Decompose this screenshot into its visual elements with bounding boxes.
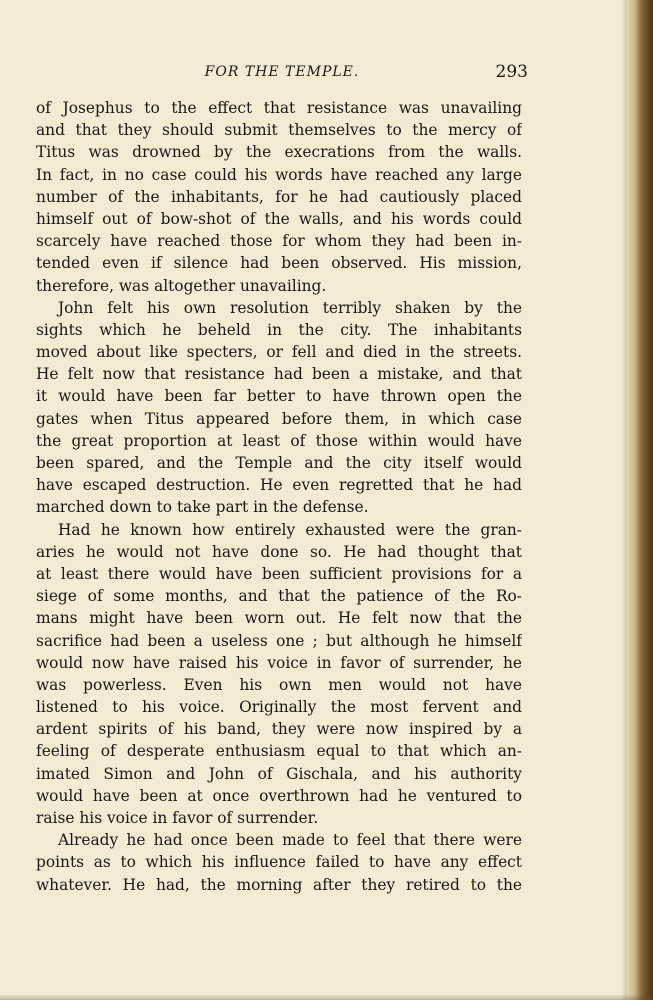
text-line: it would have been far better to have thrown open the: [36, 387, 522, 406]
text-line: points as to which his influence failed to have any effect: [36, 853, 522, 872]
text-line: raise his voice in favor of surrender.: [36, 809, 319, 827]
text-line: ardent spirits of his band, they were now inspired by a: [36, 720, 522, 739]
text-line: feeling of desperate enthusiasm equal to that which an-: [36, 742, 522, 761]
text-line: himself out of bow-shot of the walls, and his words could: [36, 209, 522, 228]
text-line: gates when Titus appeared before them, in which case: [36, 409, 522, 428]
text-line: the great proportion at least of those within would have: [36, 431, 522, 450]
text-line: have escaped destruction. He even regretted that he had: [36, 476, 522, 495]
text-line: number of the inhabitants, for he had cautiously placed: [36, 187, 522, 206]
text-line: of Josephus to the effect that resistance was unavailing: [36, 99, 522, 117]
text-line: In fact, in no case could his words have reached any large: [36, 165, 522, 184]
text-line: He felt now that resistance had been a mistake, and that: [36, 365, 522, 384]
text-line: and that they should submit themselves to the mercy of: [36, 121, 522, 140]
text-line: scarcely have reached those for whom they had been in-: [36, 232, 522, 251]
book-spine: [627, 0, 653, 1000]
text-line: been spared, and the Temple and the city itself would: [36, 454, 522, 472]
body-text: [36, 97, 522, 896]
paragraph-first-line: Already he had once been made to feel that there were: [58, 831, 522, 850]
text-line: moved about like specters, or fell and died in the streets.: [36, 343, 522, 362]
paragraph-first-line: Had he known how entirely exhausted were the gran-: [58, 520, 522, 539]
text-line: was powerless. Even his own men would not have: [36, 675, 522, 694]
page-number: 293: [495, 62, 528, 82]
text-line: siege of some months, and that the patience of the Ro-: [36, 587, 522, 606]
text-line: whatever. He had, the morning after they retired to the: [36, 875, 522, 894]
text-line: tended even if silence had been observed. His mission,: [36, 254, 522, 273]
text-line: would have been at once overthrown had he ventured to: [36, 786, 522, 805]
text-line: Titus was drowned by the execrations from the walls.: [36, 143, 522, 162]
text-line: sacrifice had been a useless one ; but although he himself: [36, 631, 522, 650]
text-line: sights which he beheld in the city. The inhabitants: [36, 320, 522, 339]
text-line: would now have raised his voice in favor of surrender, he: [36, 653, 522, 672]
gutter-shadow: [621, 0, 627, 1000]
text-line: therefore, was altogether unavailing.: [36, 276, 327, 295]
page-bottom-edge: [0, 994, 653, 1000]
text-line: imated Simon and John of Gischala, and his authority: [36, 764, 522, 783]
text-line: at least there would have been sufficient provisions for a: [36, 564, 522, 583]
text-line: mans might have been worn out. He felt now that the: [36, 609, 522, 628]
paragraph-first-line: John felt his own resolution terribly shaken by the: [58, 298, 522, 317]
running-header: [36, 64, 528, 86]
text-line: marched down to take part in the defense.: [36, 498, 369, 517]
text-line: aries he would not have done so. He had thought that: [36, 542, 522, 561]
running-title: FOR THE TEMPLE.: [204, 64, 360, 80]
text-line: listened to his voice. Originally the most fervent and: [36, 698, 522, 717]
